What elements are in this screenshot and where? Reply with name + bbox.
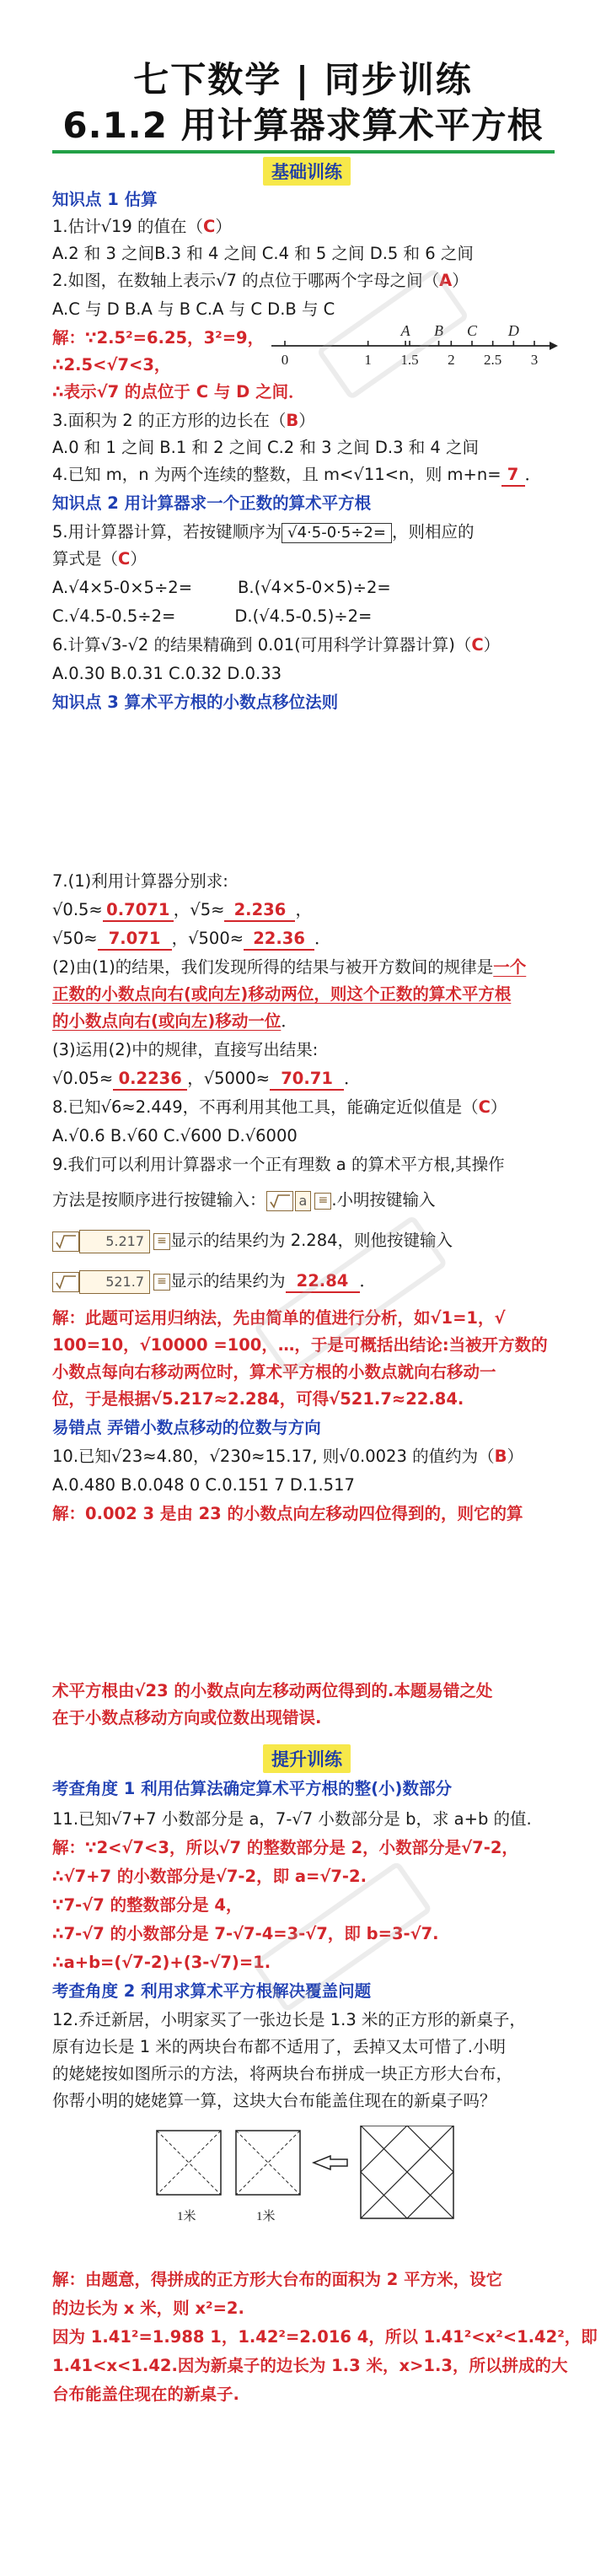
q6-stem: 6.计算√3-√2 的结果精确到 0.01(可用科学计算器计算)（ <box>52 635 472 655</box>
q7-part2-answer-3: 的小数点向右(或向左)移动一位 <box>52 1011 282 1031</box>
q10-solution-3: 在于小数点移动方向或位数出现错误. <box>52 1708 322 1727</box>
q3-options: A.0 和 1 之间 B.1 和 2 之间 C.2 和 3 之间 D.3 和 4 之间 <box>52 438 480 457</box>
equals-key-icon: ≡ <box>153 1233 170 1250</box>
q7-answer-sqrt5: 2.236 <box>224 900 295 922</box>
q5-options-ab <box>52 575 558 601</box>
q10-options: A.0.480 B.0.048 0 C.0.151 7 D.1.517 <box>52 1475 355 1495</box>
q5-option-b: B.(√4×5-0×5)÷2= <box>238 578 391 597</box>
q9-solution-2: 100=10，√10000 =100，…，于是可概括出结论:当被开方数的 <box>52 1335 548 1355</box>
side-label-1: 1米 <box>177 2210 196 2223</box>
q4: 4.已知 m，n 为两个连续的整数，且 m<√11<n，则 m+n= 7 ． <box>52 462 558 488</box>
q7-answer-sqrt500: 22.36 <box>244 929 314 951</box>
title-divider <box>52 150 555 154</box>
section-badge-advanced: 提升训练 <box>263 1744 351 1773</box>
tablecloth-figure <box>126 2126 489 2244</box>
q11: 11.已知√7+7 小数部分是 a，7-√7 小数部分是 b，求 a+b 的值. <box>52 1809 532 1829</box>
q5-key-sequence: √4·5-0·5÷2= <box>282 523 392 543</box>
q3: 3.面积为 2 的正方形的边长在（B） <box>52 411 315 430</box>
q11-solution-5: ∴a+b=(√7-2)+(3-√7)=1. <box>52 1953 271 1972</box>
q2-stem: 2.如图，在数轴上表示√7 的点位于哪两个字母之间（ <box>52 271 440 290</box>
q12-solution-3: 因为 1.41²=1.988 1，1.42²=2.016 4，所以 1.41²<x²<1.42²，即 <box>52 2327 598 2347</box>
q12-solution-1: 解：由题意，得拼成的正方形大台布的面积为 2 平方米，设它 <box>52 2270 503 2289</box>
section-badge-basic: 基础训练 <box>263 157 351 186</box>
q7-part3-row: √0.05≈ 0.2236 ，√5000≈ 70.71 ． <box>52 1066 558 1091</box>
number-line-figure <box>268 321 558 380</box>
q5-options-cd <box>52 604 558 629</box>
q1-answer: C <box>203 217 216 236</box>
q5-option-d: D.(√4.5-0.5)÷2= <box>234 606 373 626</box>
number-line-tick-label: 0 <box>281 352 289 368</box>
q10-stem: 10.已知√23≈4.80，√230≈15.17, 则√0.0023 的值约为（ <box>52 1447 495 1466</box>
q7-row2: √50≈ 7.071 ，√500≈ 22.36 ． <box>52 926 558 951</box>
number-line-tick-label: 2.5 <box>484 352 502 368</box>
q9-line2: 方法是按顺序进行按键输入： a ≡ .小明按键输入 <box>52 1190 436 1210</box>
q10-answer: B <box>494 1447 507 1466</box>
q6-options: A.0.30 B.0.31 C.0.32 D.0.33 <box>52 664 282 683</box>
q5-option-a: A.√4×5-0×5÷2= <box>52 578 193 597</box>
page-title: 七下数学 | 同步训练 <box>133 59 473 100</box>
q10-solution-2: 术平方根由√23 的小数点向左移动两位得到的.本题易错之处 <box>52 1681 493 1700</box>
q9-line4: 521.7 ≡ 显示的结果约为 22.84 ． <box>52 1269 558 1294</box>
q9-solution-1: 解：此题可运用归纳法，先由简单的值进行分析，如√1=1，√ <box>52 1308 506 1328</box>
sqrt-key-icon <box>52 1272 79 1292</box>
q2-options: A.C 与 D B.A 与 B C.A 与 C D.B 与 C <box>52 299 335 319</box>
q8-stem: 8.已知√6≈2.449，不再利用其他工具，能确定近似值是（ <box>52 1097 479 1117</box>
sqrt-key-icon <box>52 1231 79 1252</box>
q7-answer-sqrt5000: 70.71 <box>270 1069 344 1091</box>
q9-line3: 5.217 ≡ 显示的结果约为 2.284，则他按键输入 <box>52 1228 558 1253</box>
q10-solution-1: 解：0.002 3 是由 23 的小数点向左移动四位得到的，则它的算 <box>52 1504 523 1523</box>
kp2-heading: 知识点 2 用计算器求一个正数的算术平方根 <box>52 493 372 513</box>
error-point-heading: 易错点 弄错小数点移动的位数与方向 <box>52 1418 321 1437</box>
q11-solution-3: ∵7-√7 的整数部分是 4， <box>52 1895 243 1915</box>
q3-stem: 3.面积为 2 的正方形的边长在（ <box>52 411 287 430</box>
q3-answer: B <box>286 411 299 430</box>
sqrt-key-icon <box>266 1191 293 1211</box>
q5: 5.用计算器计算，若按键顺序为 √4·5-0·5÷2= ，则相应的 <box>52 522 475 542</box>
q2-solution-3: ∴表示√7 的点位于 C 与 D 之间． <box>52 382 305 401</box>
kp3-heading: 知识点 3 算术平方根的小数点移位法则 <box>52 693 339 712</box>
kp1-heading: 知识点 1 估算 <box>52 190 158 209</box>
key-input-521.7: 521.7 <box>79 1270 150 1294</box>
q12-solution-2: 的边长为 x 米，则 x²=2. <box>52 2298 244 2318</box>
q8-answer: C <box>478 1097 491 1117</box>
q1-stem: 1.估计√19 的值在（ <box>52 217 204 236</box>
page-subtitle: 6.1.2 用计算器求算术平方根 <box>62 105 544 146</box>
q7-answer-sqrt0.05: 0.2236 <box>113 1069 187 1091</box>
equals-key-icon: ≡ <box>153 1274 170 1291</box>
q12-line4: 你帮小明的姥姥算一算，这块大台布能盖住现在的新桌子吗？ <box>52 2091 496 2110</box>
key-input-5.217: 5.217 <box>79 1230 150 1253</box>
q7-part2: (2)由(1)的结果，我们发现所得的结果与被开方数间的规律是一个 <box>52 957 527 977</box>
right-arrow-icon <box>314 2156 347 2169</box>
q9-solution-3: 小数点每向右移动两位时，算术平方根的小数点就向右移动一 <box>52 1362 496 1382</box>
q5-answer: C <box>118 549 131 569</box>
number-line-point-label: B <box>434 322 444 339</box>
key-a: a <box>295 1191 312 1211</box>
number-line-tick-label: 1.5 <box>400 352 419 368</box>
number-line-point-label: A <box>400 322 410 339</box>
q6-answer: C <box>471 635 484 655</box>
q12-line3: 的姥姥按如图所示的方法，将两块台布拼成一块正方形大台布， <box>52 2064 513 2083</box>
q7-row1: √0.5≈ 0.7071 ，√5≈ 2.236 ， <box>52 897 558 923</box>
q5-line2: 算式是（C） <box>52 549 147 569</box>
q10: 10.已知√23≈4.80，√230≈15.17, 则√0.0023 的值约为（B） <box>52 1447 523 1466</box>
side-label-2: 1米 <box>256 2210 276 2223</box>
number-line-tick-label: 2 <box>448 352 455 368</box>
q12-solution-5: 台布能盖住现在的新桌子. <box>52 2385 239 2404</box>
q8: 8.已知√6≈2.449，不再利用其他工具，能确定近似值是（C） <box>52 1097 507 1117</box>
number-line-point-label: C <box>466 322 478 339</box>
q2-solution-2: ∴2.5<√7<3， <box>52 355 171 375</box>
q4-stem: 4.已知 m，n 为两个连续的整数，且 m<√11<n，则 m+n= <box>52 465 501 484</box>
angle2-heading: 考查角度 2 利用求算术平方根解决覆盖问题 <box>52 1981 372 2001</box>
q2-answer: A <box>439 271 453 290</box>
q11-solution-1: 解：∵2<√7<3，所以√7 的整数部分是 2，小数部分是√7-2， <box>52 1838 518 1857</box>
q1-options: A.2 和 3 之间B.3 和 4 之间 C.4 和 5 之间 D.5 和 6 之间 <box>52 244 474 263</box>
q4-answer: 7 <box>501 465 525 487</box>
q8-options: A.√0.6 B.√60 C.√600 D.√6000 <box>52 1126 298 1145</box>
q2: 2.如图，在数轴上表示√7 的点位于哪两个字母之间（A） <box>52 271 469 290</box>
q7-part2-answer-1: 一个 <box>493 957 527 977</box>
q12-line1: 12.乔迁新居，小明家买了一张边长是 1.3 米的正方形的新桌子， <box>52 2010 526 2029</box>
q7-answer-sqrt50: 7.071 <box>98 929 172 951</box>
q7-part3: (3)运用(2)中的规律，直接写出结果: <box>52 1040 319 1059</box>
q12-line2: 原有边长是 1 米的两块台布都不适用了，丢掉又太可惜了.小明 <box>52 2037 507 2056</box>
q6: 6.计算√3-√2 的结果精确到 0.01(可用科学计算器计算)（C） <box>52 635 501 655</box>
q9-line1: 9.我们可以利用计算器求一个正有理数 a 的算术平方根,其操作 <box>52 1155 505 1174</box>
q11-solution-4: ∴7-√7 的小数部分是 7-√7-4=3-√7，即 b=3-√7. <box>52 1924 439 1943</box>
q7-part2-end: 的小数点向右(或向左)移动一位． <box>52 1011 298 1031</box>
number-line-arrow <box>550 342 558 350</box>
q7-intro: 7.(1)利用计算器分别求: <box>52 871 228 891</box>
q7-part2-answer-2: 正数的小数点向右(或向左)移动两位，则这个正数的算术平方根 <box>52 984 512 1004</box>
q5-option-c: C.√4.5-0.5÷2= <box>52 606 176 626</box>
equals-key-icon: ≡ <box>314 1193 331 1210</box>
number-line-tick-label: 1 <box>364 352 372 368</box>
q12-solution-4: 1.41<x<1.42.因为新桌子的边长为 1.3 米，x>1.3，所以拼成的大 <box>52 2356 568 2375</box>
number-line-point-label: D <box>507 322 519 339</box>
q1: 1.估计√19 的值在（C） <box>52 217 232 236</box>
q11-solution-2: ∴√7+7 的小数部分是√7-2，即 a=√7-2. <box>52 1867 367 1886</box>
q9-answer: 22.84 <box>286 1271 360 1293</box>
q7-answer-sqrt0.5: 0.7071 <box>103 900 174 922</box>
q5-stem: 5.用计算器计算，若按键顺序为 <box>52 522 282 542</box>
number-line-tick-label: 3 <box>530 352 539 368</box>
q2-solution-1: 解：∵2.5²=6.25，3²=9， <box>52 328 265 348</box>
q9-solution-4: 位，于是根据√5.217≈2.284，可得√521.7≈22.84. <box>52 1389 464 1409</box>
angle1-heading: 考查角度 1 利用估算法确定算术平方根的整(小)数部分 <box>52 1779 452 1798</box>
